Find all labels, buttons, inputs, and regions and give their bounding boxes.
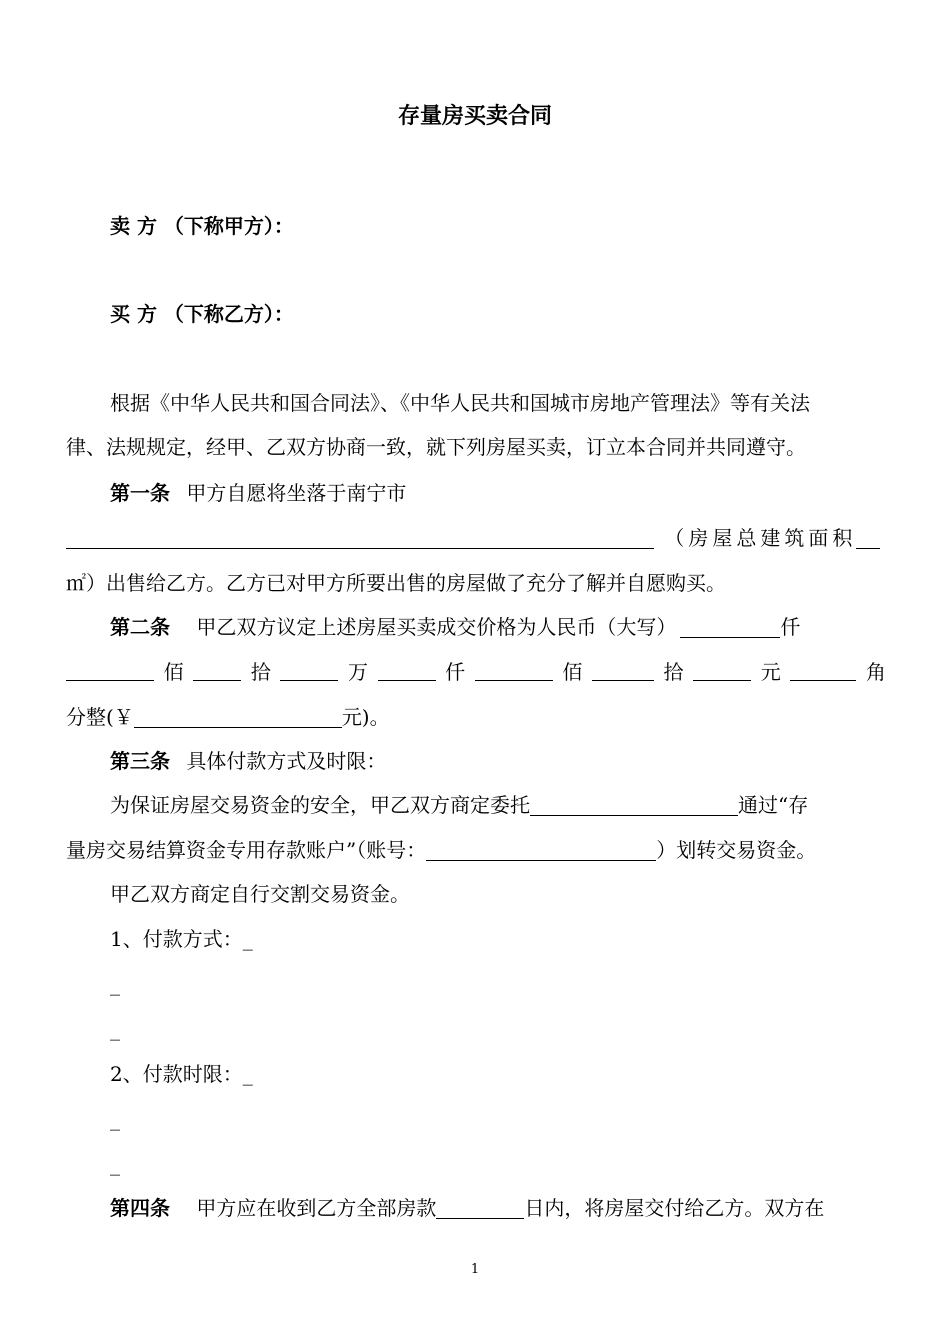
payment-method: 1、付款方式：_: [110, 927, 253, 951]
price-blank-1: [680, 615, 780, 638]
unit-wan: 万: [347, 660, 368, 684]
price-tail-suffix: 元)。: [341, 705, 390, 729]
price-blank-3: [193, 658, 241, 681]
unit-bai-2: 佰: [562, 660, 583, 684]
article-1-line-2: [66, 524, 886, 552]
account-text-b: ）划转交易资金。: [656, 838, 817, 862]
buyer-label: 买 方 （下称乙方）：: [110, 302, 294, 326]
article-4-heading: 第四条: [110, 1196, 170, 1220]
unit-qian-1: 仟: [780, 615, 801, 639]
article-2-line-2: [66, 658, 886, 686]
preamble-text-1: 根据《中华人民共和国合同法》、《中华人民共和国城市房地产管理法》等有关法: [110, 391, 810, 415]
price-blank-2: [66, 658, 154, 681]
seller-label: 卖 方 （下称甲方）：: [110, 214, 294, 238]
article-4-line-1: [66, 1194, 886, 1222]
document-title: 存量房买卖合同: [397, 104, 552, 129]
price-blank-5: [378, 658, 436, 681]
article-4-text-a: 甲方应在收到乙方全部房款: [196, 1196, 437, 1220]
price-number-blank: [134, 705, 342, 728]
payment-method-blank-1: _: [110, 972, 120, 996]
article-3-text: 具体付款方式及时限：: [186, 749, 387, 773]
price-blank-9: [790, 658, 856, 681]
preamble-line-1: [66, 389, 886, 417]
address-blank: [66, 526, 654, 549]
unit-bai-1: 佰: [163, 660, 184, 684]
article-3-line-1: [66, 747, 886, 775]
unit-shi-2: 拾: [663, 660, 684, 684]
account-number-blank: [426, 838, 656, 861]
preamble-line-2: 律、法规规定，经甲、乙双方协商一致，就下列房屋买卖，订立本合同并共同遵守。: [66, 435, 806, 459]
article-2-line-3: [66, 703, 886, 731]
article-1-line-3: ㎡）出售给乙方。乙方已对甲方所要出售的房屋做了充分了解并自愿购买。: [66, 571, 726, 595]
article-1-heading: 第一条: [110, 481, 170, 505]
account-text-a: 量房交易结算资金专用存款账户”（账号：: [66, 838, 427, 862]
price-blank-8: [693, 658, 751, 681]
article-3-heading: 第三条: [110, 749, 170, 773]
article-3-para-2: [66, 836, 886, 864]
unit-qian-2: 仟: [445, 660, 466, 684]
page-number: 1: [470, 1262, 480, 1277]
unit-jiao: 角: [865, 660, 886, 684]
article-3-para-1: [66, 791, 886, 819]
payment-time: 2、付款时限：_: [110, 1062, 253, 1086]
escrow-text-b: 通过“存: [738, 793, 809, 817]
article-1-line-1: [66, 479, 886, 507]
area-prefix: （房屋总建筑面积: [664, 526, 857, 550]
escrow-text-a: 为保证房屋交易资金的安全，甲乙双方商定委托: [110, 793, 530, 817]
unit-yuan: 元: [760, 660, 781, 684]
area-blank: [856, 526, 880, 549]
article-1-text: 甲方自愿将坐落于南宁市: [186, 481, 407, 505]
escrow-agent-blank: [530, 793, 738, 816]
payment-time-blank-2: _: [110, 1152, 120, 1176]
payment-time-blank-1: _: [110, 1107, 120, 1131]
price-tail-prefix: 分整(￥: [66, 705, 134, 729]
payment-method-blank-2: _: [110, 1017, 120, 1041]
price-blank-4: [280, 658, 338, 681]
article-2-heading: 第二条: [110, 615, 170, 639]
price-blank-7: [592, 658, 654, 681]
unit-shi-1: 拾: [250, 660, 271, 684]
article-2-line-1: [66, 613, 886, 641]
delivery-days-blank: [436, 1196, 524, 1219]
article-2-text: 甲乙双方议定上述房屋买卖成交价格为人民币（大写）: [196, 615, 677, 639]
price-blank-6: [475, 658, 553, 681]
article-4-text-b: 日内，将房屋交付给乙方。双方在: [524, 1196, 825, 1220]
article-3-para-3: 甲乙双方商定自行交割交易资金。: [110, 882, 410, 906]
